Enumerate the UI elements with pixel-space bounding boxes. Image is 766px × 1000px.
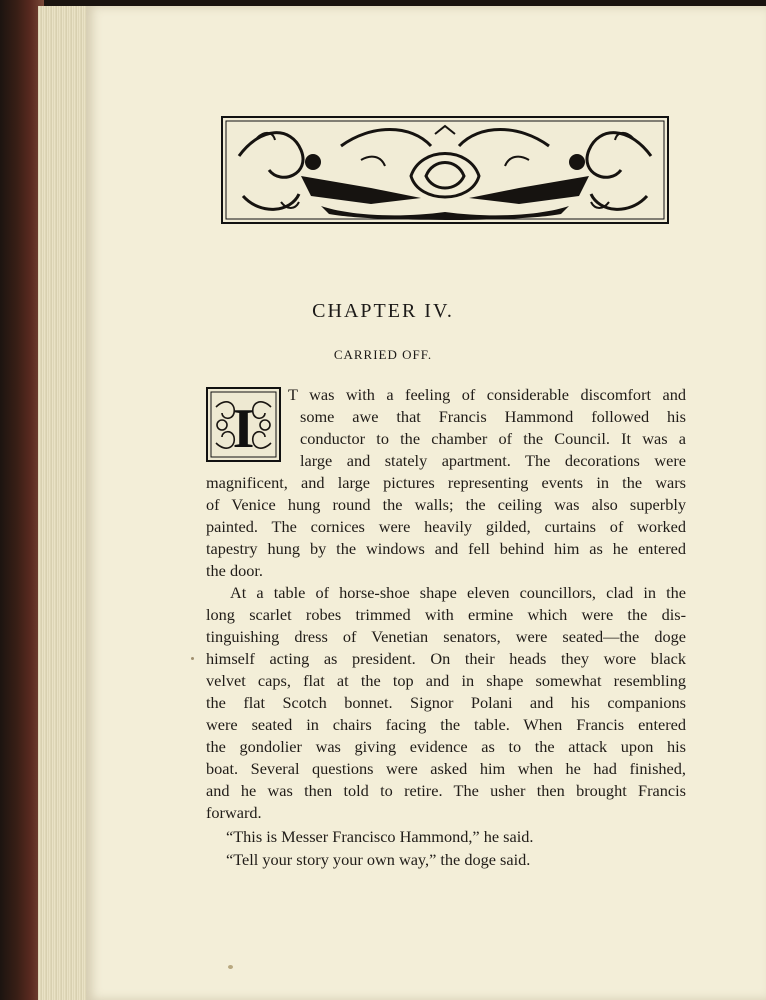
text-line: tinguishing dress of Venetian senators, were seated—the doge [206, 627, 686, 646]
text-line: magnificent, and large pictures representing events in the wars [206, 473, 686, 492]
page-speck [191, 657, 194, 660]
text-line: “This is Messer Francisco Hammond,” he said. [226, 827, 534, 846]
text-line: the door. [206, 561, 263, 580]
text-line: velvet caps, flat at the top and in shape somewhat resembling [206, 671, 686, 690]
text-line: conductor to the chamber of the Council. It was a [300, 429, 686, 448]
text-line: were seated in chairs facing the table. When Francis entered [206, 715, 686, 734]
text-line: some awe that Francis Hammond followed his [300, 407, 686, 426]
text-line: large and stately apartment. The decorations were [300, 451, 686, 470]
chapter-subtitle: CARRIED OFF. [333, 347, 433, 362]
text-line: of Venice hung round the walls; the ceiling was also superbly [206, 495, 686, 514]
text-line: boat. Several questions were asked him when he had finished, [206, 759, 686, 778]
text-line: T was with a feeling of considerable discomfort and [288, 385, 686, 404]
text-line: At a table of horse-shoe shape eleven councillors, clad in the [230, 583, 686, 602]
text-line: the flat Scotch bonnet. Signor Polani and his companions [206, 693, 686, 712]
text-line: painted. The cornices were heavily gilded, curtains of worked [206, 517, 686, 536]
initial-letter: I [232, 398, 255, 460]
page-speck [228, 965, 233, 969]
decorative-headpiece [221, 116, 669, 224]
text-line: the gondolier was giving evidence as to the attack upon his [206, 737, 686, 756]
chapter-heading: CHAPTER IV. [312, 300, 454, 322]
text-line: and he was then told to retire. The usher then brought Francis [206, 781, 686, 800]
text-line: tapestry hung by the windows and fell behind him as he entered [206, 539, 686, 558]
text-line: “Tell your story your own way,” the doge said. [226, 850, 531, 869]
text-line: himself acting as president. On their heads they wore black [206, 649, 686, 668]
decorated-initial [206, 387, 281, 462]
page-edges [38, 6, 90, 1000]
text-line: long scarlet robes trimmed with ermine which were the dis- [206, 605, 686, 624]
text-line: forward. [206, 803, 262, 822]
